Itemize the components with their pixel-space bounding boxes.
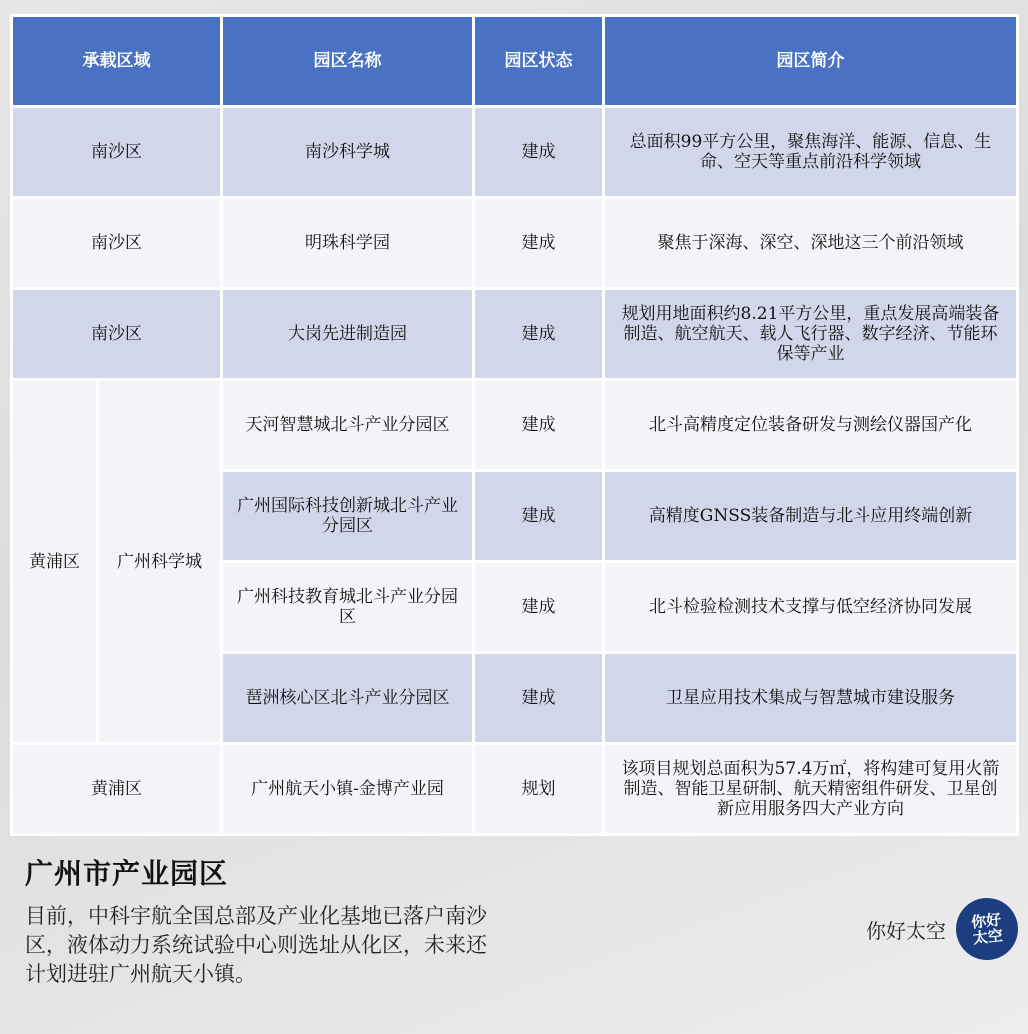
cell-status: 建成 (474, 471, 604, 562)
cell-park-name: 广州航天小镇-金博产业园 (222, 744, 474, 835)
cell-status: 规划 (474, 744, 604, 835)
table-row (12, 744, 1018, 835)
cell-intro: 总面积99平方公里，聚焦海洋、能源、信息、生命、空天等重点前沿科学领域 (604, 107, 1018, 198)
header-park-name: 园区名称 (222, 16, 474, 107)
industrial-parks-table (10, 14, 1019, 836)
table-header-row (12, 16, 1018, 107)
brand-mark (866, 898, 1018, 960)
cell-group-region: 黄浦区 (12, 380, 98, 744)
cell-intro: 该项目规划总面积为57.4万㎡，将构建可复用火箭制造、智能卫星研制、航天精密组件研发、卫星创新应用服务四大产业方向 (604, 744, 1018, 835)
header-park-status: 园区状态 (474, 16, 604, 107)
cell-park-name: 天河智慧城北斗产业分园区 (222, 380, 474, 471)
logo-line-1: 你好 (970, 910, 1003, 932)
cell-intro: 规划用地面积约8.21平方公里，重点发展高端装备制造、航空航天、载人飞行器、数字经济、节能环保等产业 (604, 289, 1018, 380)
section-title: 广州市产业园区 (25, 857, 229, 890)
cell-region: 南沙区 (12, 198, 222, 289)
cell-park-name: 广州科技教育城北斗产业分园区 (222, 562, 474, 653)
cell-region: 南沙区 (12, 289, 222, 380)
cell-intro: 高精度GNSS装备制造与北斗应用终端创新 (604, 471, 1018, 562)
header-park-intro: 园区简介 (604, 16, 1018, 107)
cell-intro: 北斗检验检测技术支撑与低空经济协同发展 (604, 562, 1018, 653)
cell-intro: 卫星应用技术集成与智慧城市建设服务 (604, 653, 1018, 744)
cell-status: 建成 (474, 198, 604, 289)
cell-status: 建成 (474, 107, 604, 198)
cell-region: 黄浦区 (12, 744, 222, 835)
cell-group-subregion: 广州科学城 (98, 380, 222, 744)
header-region: 承载区域 (12, 16, 222, 107)
cell-status: 建成 (474, 653, 604, 744)
cell-park-name: 广州国际科技创新城北斗产业分园区 (222, 471, 474, 562)
table-row (12, 289, 1018, 380)
logo-line-2: 太空 (971, 926, 1004, 948)
cell-park-name: 明珠科学园 (222, 198, 474, 289)
table-row (12, 107, 1018, 198)
cell-park-name: 琶洲核心区北斗产业分园区 (222, 653, 474, 744)
cell-intro: 聚焦于深海、深空、深地这三个前沿领域 (604, 198, 1018, 289)
brand-name: 你好太空 (866, 918, 946, 943)
cell-status: 建成 (474, 380, 604, 471)
cell-status: 建成 (474, 562, 604, 653)
cell-park-name: 南沙科学城 (222, 107, 474, 198)
table-row (12, 380, 1018, 471)
summary-paragraph: 目前，中科宇航全国总部及产业化基地已落户南沙区，液体动力系统试验中心则选址从化区，未来还计划进驻广州航天小镇。 (25, 904, 487, 986)
cell-status: 建成 (474, 289, 604, 380)
cell-region: 南沙区 (12, 107, 222, 198)
table-row (12, 198, 1018, 289)
cell-park-name: 大岗先进制造园 (222, 289, 474, 380)
parks-table-container (10, 14, 1016, 826)
cell-intro: 北斗高精度定位装备研发与测绘仪器国产化 (604, 380, 1018, 471)
brand-logo-icon (953, 895, 1021, 963)
